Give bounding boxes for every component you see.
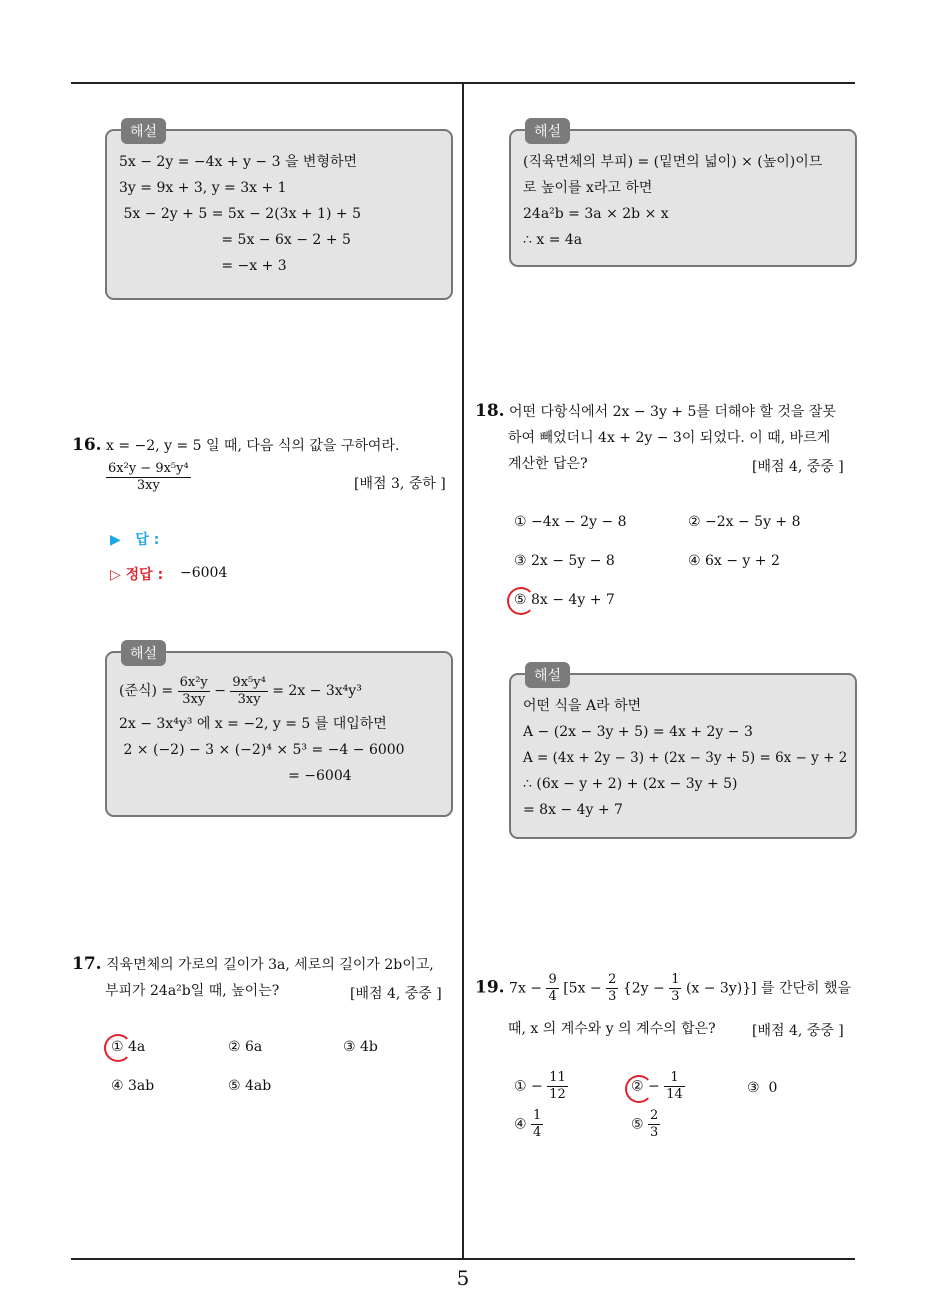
question-number: 19.: [475, 977, 505, 998]
option-label: ① −: [514, 1078, 543, 1095]
fraction-numerator: 1: [671, 972, 680, 987]
solution-line: 3y = 9x + 3, y = 3x + 1: [119, 180, 287, 196]
solution-box-18: [509, 668, 857, 839]
fraction: [531, 1108, 543, 1141]
question-text: 하여 빼었더니 4x + 2y − 3이 되었다. 이 때, 바르게: [508, 430, 831, 446]
solution-tag: 해설: [525, 662, 570, 688]
question-meta: [배점 3, 중하 ]: [354, 476, 446, 492]
solution-line: 5x − 2y = −4x + y − 3 을 변형하면: [119, 154, 358, 170]
question-text: x = −2, y = 5 일 때, 다음 식의 값을 구하여라.: [106, 438, 400, 454]
fraction-denominator: 4: [533, 1125, 542, 1140]
question-text: 계산한 답은?: [508, 456, 588, 472]
solution-line: 어떤 식을 A라 하면: [523, 698, 642, 714]
solution-line: ∴ (6x − y + 2) + (2x − 3y + 5): [523, 776, 738, 792]
question-text: 부피가 24a²b일 때, 높이는?: [105, 983, 280, 999]
fraction-numerator: 1: [533, 1108, 542, 1123]
fraction: [664, 1070, 685, 1103]
fraction-numerator: 11: [549, 1070, 566, 1085]
question-text: 어떤 다항식에서 2x − 3y + 5를 더해야 할 것을 잘못: [509, 404, 836, 420]
question-number: 17.: [72, 954, 102, 974]
fraction-numerator: 2: [650, 1108, 659, 1123]
expression-part: [5x −: [563, 980, 602, 997]
fraction-denominator: 3: [650, 1125, 659, 1140]
expression-part: {2y −: [622, 980, 665, 997]
answer-label: ▶ 답 :: [110, 532, 160, 548]
solution-line: 2x − 3x⁴y³ 에 x = −2, y = 5 를 대입하면: [119, 716, 387, 732]
fraction-denominator: 14: [666, 1087, 683, 1102]
question-text: 때, x 의 계수와 y 의 계수의 합은?: [508, 1021, 716, 1037]
question-text: 를 간단히 했을: [761, 980, 852, 997]
solution-line: = −x + 3: [119, 258, 287, 274]
fraction: [546, 972, 558, 1005]
solution-text: (준식) =: [119, 683, 174, 699]
option-5[interactable]: ⑤ 4ab: [228, 1078, 272, 1094]
option-1[interactable]: ① 4a: [111, 1039, 146, 1055]
option-2[interactable]: [631, 1070, 685, 1103]
solution-box-16: [105, 646, 453, 817]
solution-line: 2 × (−2) − 3 × (−2)⁴ × 5³ = −4 − 6000: [119, 742, 405, 758]
option-3[interactable]: ③ 0: [747, 1080, 778, 1096]
option-label: ② −: [631, 1078, 660, 1095]
column-divider: [462, 84, 464, 1258]
option-4[interactable]: ④ 3ab: [111, 1078, 155, 1094]
page-number: 5: [456, 1266, 470, 1290]
question-meta: [배점 4, 중중 ]: [350, 986, 442, 1002]
option-5[interactable]: ⑤ 8x − 4y + 7: [514, 592, 615, 608]
fraction: [547, 1070, 568, 1103]
fraction-numerator: 6x²y: [179, 674, 208, 690]
question-19: [475, 972, 860, 1005]
question-number: 18.: [475, 401, 505, 421]
solution-text: = 2x − 3x⁴y³: [272, 683, 362, 699]
solution-line: A − (2x − 3y + 5) = 4x + 2y − 3: [523, 724, 753, 740]
solution-line: 24a²b = 3a × 2b × x: [523, 206, 669, 222]
option-1[interactable]: ① −4x − 2y − 8: [514, 514, 627, 530]
expression-part: 7x −: [509, 980, 543, 997]
fraction: [669, 972, 681, 1005]
solution-line: 로 높이를 x라고 하면: [523, 180, 653, 196]
option-3[interactable]: ③ 2x − 5y − 8: [514, 553, 615, 569]
fraction-numerator: 1: [664, 1070, 685, 1087]
fraction-denominator: 3: [608, 989, 617, 1004]
option-label: ⑤: [631, 1116, 644, 1133]
solution-tag: 해설: [121, 118, 166, 144]
question-meta: [배점 4, 중중 ]: [752, 459, 844, 475]
fraction-denominator: 3: [671, 989, 680, 1004]
question-meta: [배점 4, 중중 ]: [752, 1023, 844, 1039]
correct-answer-value: −6004: [180, 565, 228, 581]
correct-answer-label: ▷ 정답 :: [110, 567, 164, 583]
solution-text: −: [214, 683, 226, 699]
option-3[interactable]: ③ 4b: [343, 1039, 378, 1055]
option-4[interactable]: [514, 1108, 543, 1141]
fraction-numerator: 6x²y − 9x⁵y⁴: [108, 461, 189, 476]
fraction-numerator: 2: [608, 972, 617, 987]
fraction-denominator: 4: [548, 989, 557, 1004]
fraction: [606, 972, 618, 1005]
fraction-denominator: 3xy: [237, 691, 261, 707]
solution-box-15: [105, 124, 453, 300]
solution-tag: 해설: [121, 640, 166, 666]
solution-line: 5x − 2y + 5 = 5x − 2(3x + 1) + 5: [119, 206, 362, 222]
solution-box-17: [509, 124, 857, 267]
fraction-denominator: 12: [549, 1087, 566, 1102]
solution-line: A = (4x + 2y − 3) + (2x − 3y + 5) = 6x − y + 2: [523, 750, 848, 766]
expression-part: (x − 3y)}]: [685, 980, 757, 997]
solution-line: = 5x − 6x − 2 + 5: [119, 232, 351, 248]
fraction: [230, 675, 267, 708]
question-16-expression: [106, 461, 191, 494]
bottom-rule: [71, 1258, 855, 1260]
question-number: 16.: [72, 435, 102, 455]
solution-line: [119, 671, 439, 711]
option-label: ④: [514, 1116, 527, 1133]
fraction: [178, 675, 210, 708]
solution-line: (직육면체의 부피) = (밑면의 넓이) × (높이)이므: [523, 154, 823, 170]
solution-line: = −6004: [119, 768, 352, 784]
question-text: 직육면체의 가로의 길이가 3a, 세로의 길이가 2b이고,: [106, 957, 434, 973]
option-2[interactable]: ② −2x − 5y + 8: [688, 514, 801, 530]
fraction-denominator: 3xy: [136, 478, 160, 493]
option-1[interactable]: [514, 1070, 568, 1103]
option-4[interactable]: ④ 6x − y + 2: [688, 553, 780, 569]
question-16: [72, 432, 452, 459]
solution-line: ∴ x = 4a: [523, 232, 583, 248]
fraction-numerator: 9: [548, 972, 557, 987]
solution-line: = 8x − 4y + 7: [523, 802, 623, 818]
option-2[interactable]: ② 6a: [228, 1039, 263, 1055]
option-5[interactable]: [631, 1108, 660, 1141]
solution-tag: 해설: [525, 118, 570, 144]
fraction: [648, 1108, 660, 1141]
fraction-numerator: 9x⁵y⁴: [232, 674, 266, 690]
fraction-denominator: 3xy: [182, 691, 206, 707]
fraction: [106, 461, 191, 494]
